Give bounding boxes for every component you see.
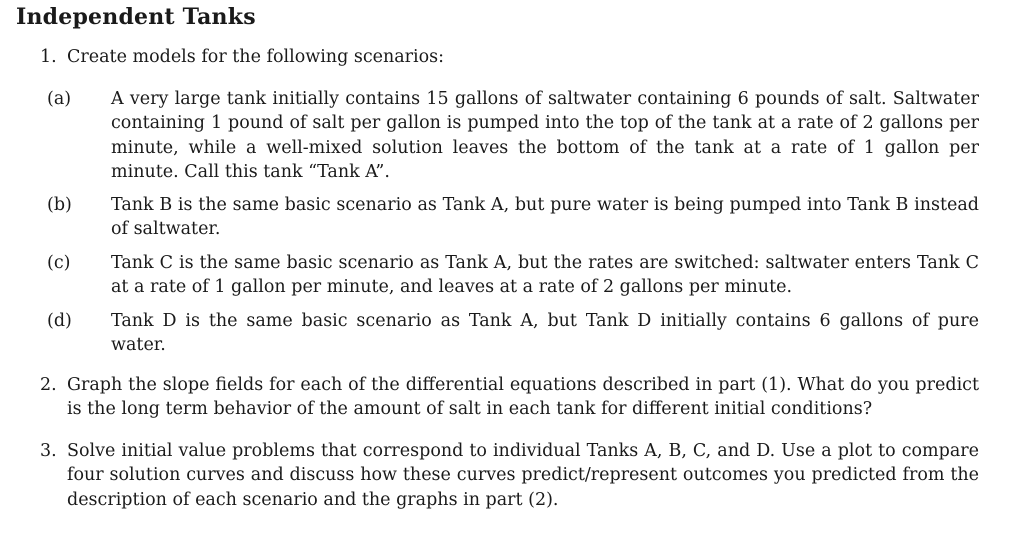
item-2-text: Graph the slope fields for each of the differential equations described in part (1). What do you predict is the long term behavior of the amount of salt in each tank for different initial conditions? (67, 375, 979, 420)
subitem-d-text: Tank D is the same basic scenario as Tank A, but Tank D initially contains 6 gallons of pure water. (111, 311, 979, 356)
subitem-c-text: Tank C is the same basic scenario as Tank A, but the rates are switched: saltwater enters Tank C at a rate of 1 gallon per minute, and leaves at a rate of 2 gallons per minute. (111, 253, 979, 298)
page-title: Independent Tanks (16, 4, 256, 30)
subitem-a-label: (a) (47, 89, 72, 109)
item-1-text: Create models for the following scenarios: (67, 47, 445, 67)
item-1-number: 1. (40, 47, 57, 67)
subitem-a-text: A very large tank initially contains 15 gallons of saltwater containing 6 pounds of salt. Saltwater containing 1 pound of salt per gallon is pumped into the top of the tank at a rate of 2 gallons per minute, while a well-mixed solution leaves the bottom of the tank at a rate of 1 gallon per minute. Call this tank “Tank A”. (111, 89, 979, 182)
item-2-number: 2. (40, 375, 57, 395)
item-3-number: 3. (40, 441, 57, 461)
subitem-c-label: (c) (47, 253, 71, 273)
item-3-text: Solve initial value problems that correspond to individual Tanks A, B, C, and D. Use a plot to compare four solution curves and discuss how these curves predict/represent outcomes you predicted from the description of each scenario and the graphs in part (2). (67, 441, 979, 510)
subitem-b-label: (b) (47, 195, 72, 215)
subitem-b-text: Tank B is the same basic scenario as Tank A, but pure water is being pumped into Tank B instead of saltwater. (111, 195, 979, 240)
subitem-d-label: (d) (47, 311, 72, 331)
